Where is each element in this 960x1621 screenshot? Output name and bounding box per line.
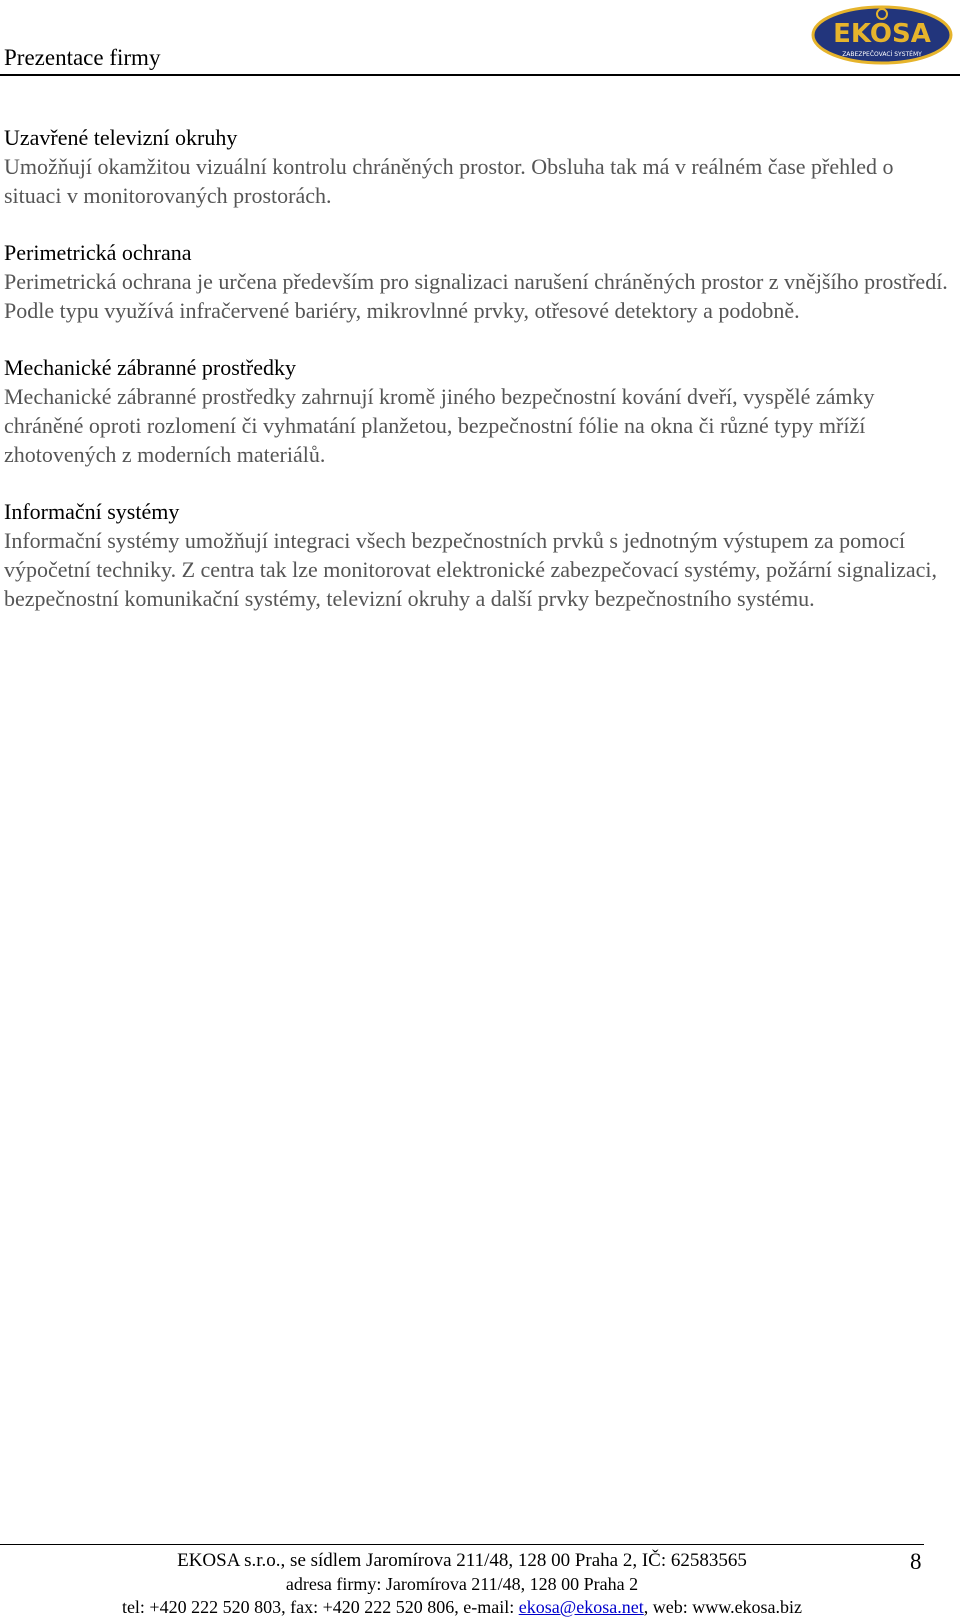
company-logo bbox=[810, 4, 954, 66]
section-body: Umožňují okamžitou vizuální kontrolu chráněných prostor. Obsluha tak má v reálném čase přehled o situaci v monitorovaných prostorách. bbox=[4, 154, 894, 208]
section-cctv bbox=[4, 123, 956, 210]
page-content bbox=[4, 123, 956, 641]
header-divider bbox=[0, 74, 960, 76]
footer-contact-suffix: , web: www.ekosa.biz bbox=[643, 1597, 803, 1617]
section-title: Mechanické zábranné prostředky bbox=[4, 355, 296, 380]
section-title: Perimetrická ochrana bbox=[4, 240, 192, 265]
page-number: 8 bbox=[910, 1549, 922, 1574]
section-title: Uzavřené televizní okruhy bbox=[4, 125, 238, 150]
section-perimeter-protection bbox=[4, 238, 956, 325]
footer-address-line: adresa firmy: Jaromírova 211/48, 128 00 Praha 2 bbox=[285, 1574, 639, 1594]
footer-contact-prefix: tel: +420 222 520 803, fax: +420 222 520 806, e-mail: bbox=[121, 1597, 519, 1617]
section-mechanical-barriers bbox=[4, 353, 956, 469]
section-title: Informační systémy bbox=[4, 499, 180, 524]
logo-wordmark: EKOSA bbox=[833, 19, 931, 49]
footer-email-link[interactable]: ekosa@ekosa.net bbox=[518, 1597, 644, 1617]
section-body: Informační systémy umožňují integraci všech bezpečnostních prvků s jednotným výstupem za pomocí výpočetní techniky. Z centra tak lze monitorovat elektronické zabezpečovací systémy, požární signalizaci, bezpečnostní komunikační systémy, televizní okruhy a další prvky bezpečnostního systému. bbox=[4, 528, 937, 611]
section-body: Mechanické zábranné prostředky zahrnují kromě jiného bezpečnostní kování dveří, vyspělé zámky chráněné oproti rozlomení či vyhmatání planžetou, bezpečnostní fólie na okna či různé typy mříží zhotovených z moderních materiálů. bbox=[4, 384, 875, 467]
page-footer bbox=[0, 1549, 960, 1619]
section-information-systems bbox=[4, 497, 956, 613]
section-body: Perimetrická ochrana je určena především pro signalizaci narušení chráněných prostor z vnějšího prostředí. Podle typu využívá infračervené bariéry, mikrovlnné prvky, otřesové detektory a podobně. bbox=[4, 269, 948, 323]
footer-contact-line bbox=[0, 1595, 924, 1619]
footer-divider bbox=[0, 1544, 924, 1545]
footer-company-line: EKOSA s.r.o., se sídlem Jaromírova 211/48, 128 00 Praha 2, IČ: 62583565 bbox=[177, 1550, 747, 1571]
ekosa-logo-graphic bbox=[810, 4, 954, 66]
logo-subtitle: ZABEZPEČOVACÍ SYSTÉMY bbox=[842, 51, 922, 58]
page-header-title: Prezentace firmy bbox=[4, 45, 161, 70]
page-header bbox=[0, 0, 960, 78]
